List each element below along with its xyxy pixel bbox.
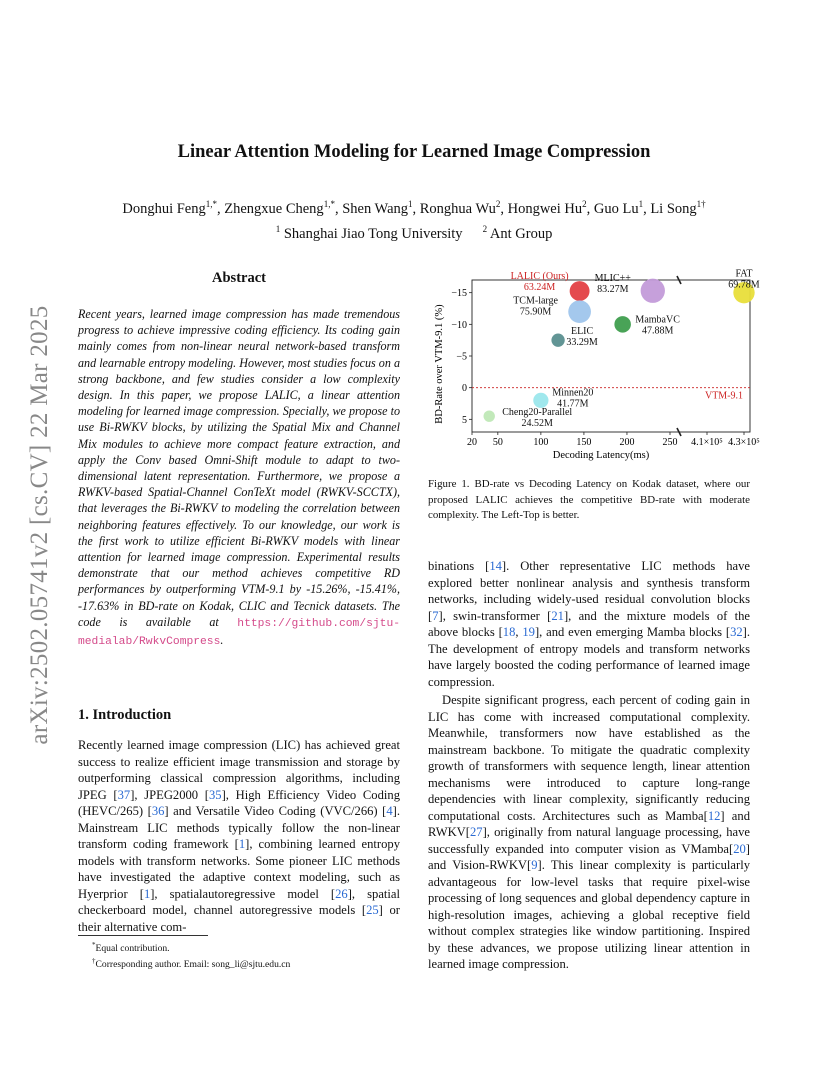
y-tick-label: 0 <box>462 383 467 395</box>
intro-paragraph-2: binations [14]. Other representative LIC methods have explored better nonlinear analysis and synthesis transform networks, including widely-used residual convolution blocks [7], swin-transformer [21], and the mixture models of the above blocks [18, 19], and even emerging Mamba blocks [32]. The development of entropy models and transform networks have largely boosted the coding performance of learned image compression. <box>428 559 750 689</box>
y-tick-label: −10 <box>451 319 467 331</box>
footnote-corresponding: †Corresponding author. Email: song_li@sjtu.edu.cn <box>92 957 291 971</box>
point-mambavc <box>614 316 631 333</box>
point-lalic-ours- <box>570 281 590 301</box>
author-name: Hongwei Hu$^2$ <box>507 199 587 217</box>
footnote-equal-contribution: *Equal contribution. <box>92 941 170 955</box>
abstract-body: Recent years, learned image compression has made tremendous progress to achieve impressive coding efficiency. Its coding gain mainly comes from non-linear neural network-based transform and learnable entropy modeling. However, most studies focus on a strong backbone, and few studies consider a low complexity design. In this paper, we propose LALIC, a linear attention modeling for learned image compression. Specially, we propose to use Bi-RWKV blocks, by utilizing the Spatial Mix and Channel Mix modules to achieve more compact feature extraction, and apply the Conv based Omni-Shift module to adapt to two-dimensional latent representation. Furthermore, we propose a RWKV-based Spatial-Channel ConTeXt model (RWKV-SCCTX), that leverages the Bi-RWKV to modeling the correlation between neighboring features effectively. To our knowledge, our work is the first work to utilize efficient Bi-RWKV models with linear attention for learned image compression. Experimental results demonstrate that our method achieves competitive RD performances by outperforming VTM-9.1 by -15.26%, -15.41%, -17.63% in BD-rate on Kodak, CLIC and Tecnick datasets. The code is available at https://github.com/sjtu-medialab/RwkvCompress. <box>78 307 400 649</box>
point-tcm-large <box>568 300 591 323</box>
author-name: Donghui Feng$^{1,*}$ <box>122 199 217 217</box>
bd-rate-latency-scatter <box>428 268 760 465</box>
author-list: Donghui Feng$^{1,*}$, Zhengxue Cheng$^{1,*}$, Shen Wang$^1$, Ronghua Wu$^2$, Hongwei Hu$^2$, Guo Lu$^1$, Li Song$^{1\dagger}$ <box>122 199 706 217</box>
point-mlic- <box>641 279 665 303</box>
point-name-label: TCM-large <box>513 295 559 307</box>
author-block <box>0 194 828 244</box>
y-tick-label: −15 <box>451 288 467 300</box>
x-tick-label: 200 <box>619 437 635 448</box>
footnotes <box>78 939 400 971</box>
point-name-label: MLIC++ <box>594 272 631 284</box>
x-tick-label: 20 <box>467 437 477 448</box>
abstract-text: Recent years, learned image compression has made tremendous progress to achieve impressive coding efficiency. Its coding gain mainly comes from non-linear neural network-based transform and learnable entropy modeling. However, most studies focus on a strong backbone, and few studies consider a low complexity design. In this paper, we propose LALIC, a linear attention modeling for learned image compression. Specially, we propose to use Bi-RWKV blocks, by utilizing the Spatial Mix and Channel Mix modules to achieve more compact feature extraction, and apply the Conv based Omni-Shift module to adapt to two-dimensional latent representation. Furthermore, we propose a RWKV-based Spatial-Channel ConTeXt model (RWKV-SCCTX), that leverages the Bi-RWKV to modeling the correlation between neighboring features effectively. To our knowledge, our work is the first work to utilize efficient Bi-RWKV models with linear attention for learned image compression. Experimental results demonstrate that our method achieves competitive RD performances by outperforming VTM-9.1 by -15.26%, -15.41%, -17.63% in BD-rate on Kodak, CLIC and Tecnick datasets. The code is available at <box>78 307 400 629</box>
y-tick-label: −5 <box>456 351 467 363</box>
point-params-label: 69.78M <box>728 279 760 291</box>
y-axis-label: BD-Rate over VTM-9.1 (%) <box>434 304 445 424</box>
author-name: Zhengxue Cheng$^{1,*}$ <box>224 199 335 217</box>
point-name-label: FAT <box>735 268 753 280</box>
vtm-reference-label: VTM-9.1 <box>704 390 744 402</box>
affiliation-list <box>0 219 828 244</box>
point-params-label: 41.77M <box>557 398 589 410</box>
footnote-divider <box>78 935 208 936</box>
paper-title: Linear Attention Modeling for Learned Image Compression <box>177 142 651 162</box>
author-name: Shen Wang$^1$ <box>342 199 413 217</box>
point-params-label: 33.29M <box>566 337 598 349</box>
point-minnen20 <box>533 393 548 408</box>
point-name-label: Cheng20-Parallel <box>502 407 573 419</box>
point-name-label: ELIC <box>570 326 594 338</box>
intro-paragraph-3: Despite significant progress, each percent of coding gain in LIC has come with increased computational complexity. Meanwhile, transformers now have established as the mainstream backbone. To mitigate the quadratic complexity growth of transformers with sequence length, linear attention mechanisms were introduced to capture long-range dependencies with linear complexity, significantly reducing computational costs. Architectures such as Mamba[12] and RWKV[27], originally from natural language processing, have successfully expanded into computer vision as VMamba[20] and Vision-RWKV[9]. This linear complexity is particularly advantageous for low-level tasks that require pixel-wise processing of long sequences and global dependency capture in high-resolution images, achieving a global receptive field without complex strategies like window partitioning. Inspired by these advances, we propose utilizing linear attention in learned image compression. <box>428 693 750 971</box>
x-axis-label: Decoding Latency(ms) <box>552 450 650 461</box>
x-tick-label: 250 <box>662 437 678 448</box>
author-name: Ronghua Wu$^2$ <box>419 199 501 217</box>
point-cheng20-parallel <box>484 410 495 421</box>
point-name-label: MambaVC <box>635 314 680 326</box>
point-params-label: 24.52M <box>521 418 553 430</box>
point-name-label: LALIC (Ours) <box>510 271 569 283</box>
point-params-label: 47.88M <box>641 325 674 337</box>
author-name: Guo Lu$^1$ <box>593 199 644 217</box>
x-tick-label: 150 <box>576 437 592 448</box>
figure-1-chart <box>428 268 760 465</box>
x-tick-label: 100 <box>533 437 549 448</box>
intro-paragraph-1: Recently learned image compression (LIC) has achieved great success to realize efficient image transmission and storage by outperforming classical compression algorithms, including JPEG [37], JPEG2000 [35], High Efficiency Video Coding (HEVC/265) [36] and Versatile Video Coding (VVC/266) [4]. Mainstream LIC methods typically follow the non-linear transform coding framework [1], combining learned entropy models with transform networks. Some pioneer LIC methods have investigated the adaptive context modeling, such as Hyerprior [1], spatialautoregressive model [26], spatial checkerboard model, channel autoregressive models [25] or their alternative com- <box>78 738 401 934</box>
point-params-label: 83.27M <box>597 283 629 295</box>
x-tick-label: 4.3×10⁵ <box>728 437 760 448</box>
x-tick-label: 50 <box>492 437 503 448</box>
arxiv-identifier: arXiv:2502.05741v2 [cs.CV] 22 Mar 2025 <box>26 305 53 745</box>
author-name: Li Song$^{1\dagger}$ <box>650 199 706 217</box>
point-params-label: 63.24M <box>523 282 556 294</box>
point-elic <box>551 334 564 347</box>
figure-1-caption: Figure 1. BD-rate vs Decoding Latency on Kodak dataset, where our proposed LALIC achieves the competitive BD-rate with moderate complexity. The Left-Top is better. <box>428 478 750 521</box>
point-name-label: Minnen20 <box>552 387 594 399</box>
code-link[interactable]: https://github.com/sjtu-medialab/RwkvCompress <box>78 617 400 649</box>
abstract-heading: Abstract <box>212 270 266 286</box>
y-tick-label: 5 <box>462 414 467 426</box>
x-tick-label: 4.1×10⁵ <box>691 437 723 448</box>
section-heading-introduction: 1. Introduction <box>78 707 172 723</box>
point-params-label: 75.90M <box>519 306 552 318</box>
affiliation: $^1$ Shanghai Jiao Tong University <box>275 223 463 242</box>
affiliation: $^2$ Ant Group <box>482 223 553 242</box>
